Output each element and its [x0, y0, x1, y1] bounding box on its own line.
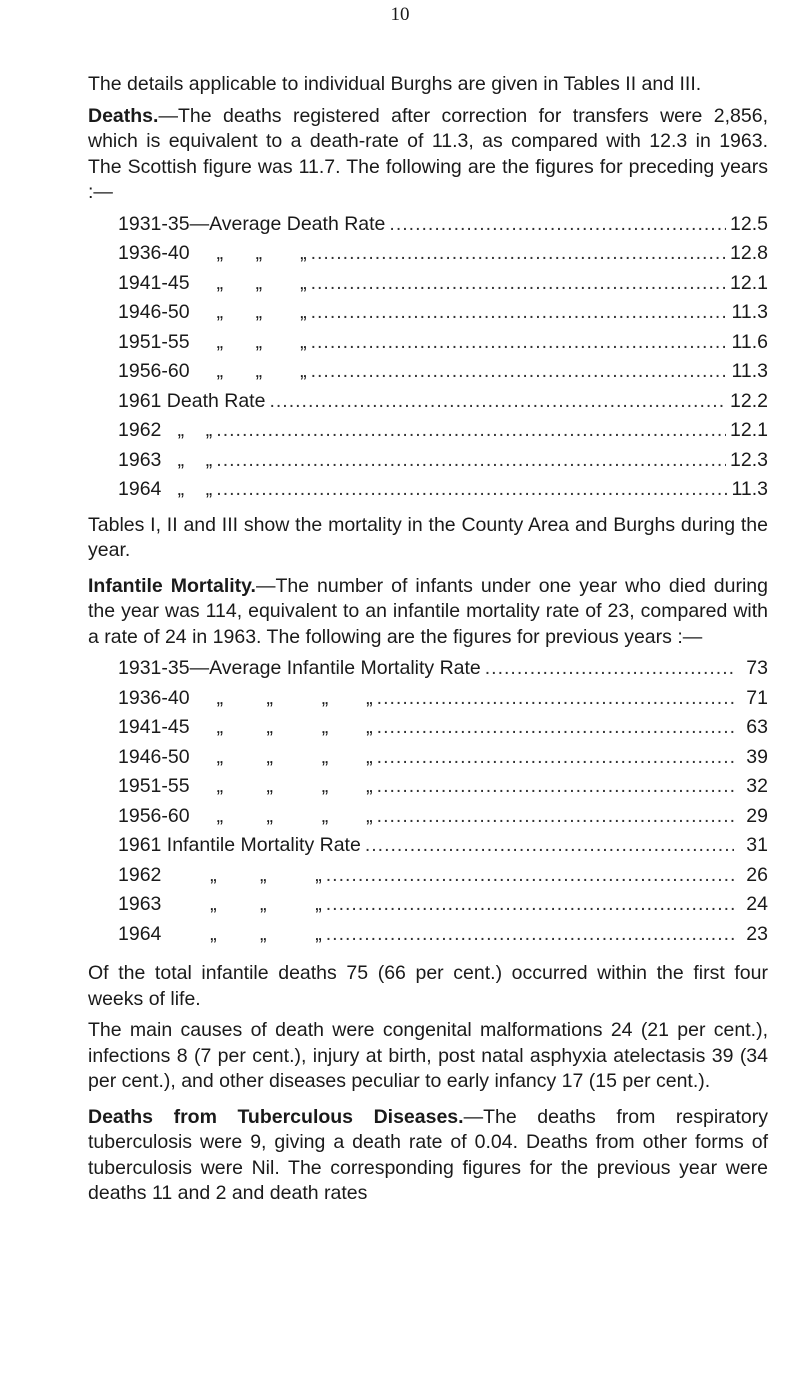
infantile-rate-row — [118, 804, 768, 834]
dot-leader — [311, 359, 728, 385]
row-label: 1936-40 „ „ „ — [118, 242, 307, 264]
infantile-text: —The number of infants under one year who died during the year was 114, equivalent to an infantile mortality rate of 23, compared with a rate of 24 in 1963. The following are the figures for previous years :— — [88, 574, 768, 648]
row-value: 12.3 — [730, 448, 768, 471]
infantile-rate-row — [118, 892, 768, 922]
infantile-rate-row — [118, 774, 768, 804]
death-rate-row — [118, 418, 768, 448]
death-rate-row — [118, 241, 768, 271]
row-value: 26 — [746, 863, 768, 886]
dot-leader — [311, 300, 728, 326]
row-label: 1956-60 „ „ „ — [118, 360, 307, 382]
row-label: 1961 Infantile Mortality Rate — [118, 834, 361, 856]
row-value: 11.3 — [731, 301, 768, 323]
row-value: 11.6 — [731, 330, 768, 353]
death-rate-row — [118, 448, 768, 478]
dot-leader — [365, 833, 734, 859]
dot-leader — [326, 863, 734, 889]
row-label: 1963 „ „ — [118, 448, 213, 471]
death-rate-row — [118, 300, 768, 330]
row-label: 1936-40 „ „ „ „ — [118, 686, 373, 709]
infantile-mortality-table — [88, 656, 768, 951]
infantile-paragraph — [88, 574, 768, 651]
row-label: 1931-35—Average Infantile Mortality Rate — [118, 657, 481, 679]
row-value: 12.1 — [730, 419, 768, 441]
dot-leader — [269, 389, 726, 415]
infantile-rate-row — [118, 833, 768, 863]
death-rate-row — [118, 477, 768, 507]
row-value: 71 — [746, 686, 768, 709]
row-value: 31 — [746, 834, 768, 856]
dot-leader — [311, 241, 726, 267]
row-label: 1963 „ „ „ — [118, 893, 322, 915]
row-value: 11.3 — [731, 478, 768, 500]
row-label: 1951-55 „ „ „ „ — [118, 775, 373, 797]
page-number: 10 — [390, 4, 410, 25]
dot-leader — [389, 212, 726, 238]
row-value: 12.2 — [730, 389, 768, 412]
dot-leader — [326, 892, 734, 918]
row-label: 1964 „ „ — [118, 478, 213, 500]
row-value: 32 — [746, 775, 768, 797]
tuberculous-paragraph — [88, 1105, 768, 1207]
row-value: 12.5 — [730, 212, 768, 235]
row-value: 29 — [746, 804, 768, 827]
death-rate-row — [118, 359, 768, 389]
infantile-neonatal-paragraph: Of the total infantile deaths 75 (66 per cent.) occurred within the first four weeks of life. — [88, 962, 768, 1010]
infantile-rate-row — [118, 656, 768, 686]
death-rate-table — [88, 212, 768, 507]
death-rate-row — [118, 330, 768, 360]
row-value: 11.3 — [731, 360, 768, 382]
deaths-text: —The deaths registered after correction for transfers were 2,856, which is equivalent to a death-rate of 11.3, as compared with 12.3 in 1963. The Scottish figure was 11.7. The following are the figures for preceding years :— — [88, 104, 768, 203]
dot-leader — [311, 271, 726, 297]
dot-leader — [326, 922, 734, 948]
death-rate-row — [118, 389, 768, 419]
intro-paragraph: The details applicable to individual Burghs are given in Tables II and III. — [88, 73, 702, 95]
row-label: 1946-50 „ „ „ „ — [118, 745, 373, 768]
infantile-rate-row — [118, 686, 768, 716]
row-label: 1956-60 „ „ „ „ — [118, 804, 373, 827]
row-value: 63 — [746, 716, 768, 738]
dot-leader — [377, 686, 734, 712]
row-label: 1941-45 „ „ „ „ — [118, 716, 373, 738]
dot-leader — [311, 330, 728, 356]
row-value: 73 — [746, 657, 768, 679]
dot-leader — [216, 477, 727, 503]
death-rate-row — [118, 212, 768, 242]
infantile-rate-row — [118, 745, 768, 775]
infantile-rate-row — [118, 715, 768, 745]
dot-leader — [377, 774, 734, 800]
row-label: 1964 „ „ „ — [118, 922, 322, 945]
death-rate-row — [118, 271, 768, 301]
row-value: 23 — [746, 922, 768, 945]
row-label: 1962 „ „ — [118, 419, 213, 441]
infantile-causes-paragraph: The main causes of death were congenital malformations 24 (21 per cent.), infections 8 (7 per cent.), injury at birth, post natal asphyxia atelectasis 39 (34 per cent.), and other diseases peculiar to early infancy 17 (15 per cent.). — [88, 1019, 768, 1092]
row-label: 1931-35—Average Death Rate — [118, 212, 386, 235]
infantile-heading: Infantile Mortality. — [88, 574, 256, 597]
infantile-rate-row — [118, 922, 768, 952]
row-label: 1962 „ „ „ — [118, 863, 322, 886]
infantile-rate-row — [118, 863, 768, 893]
dot-leader — [485, 656, 734, 682]
row-value: 12.1 — [730, 271, 768, 294]
tuberculous-text: —The deaths from respiratory tuberculosis were 9, giving a death rate of 0.04. Deaths from other forms of tuberculosis were Nil. The corresponding figures for the previous year were deaths 11 and 2 and death rates — [88, 1105, 768, 1204]
row-label: 1951-55 „ „ „ — [118, 330, 307, 353]
row-label: 1946-50 „ „ „ — [118, 301, 307, 323]
dot-leader — [377, 804, 734, 830]
tuberculous-heading: Deaths from Tuberculous Diseases. — [88, 1105, 464, 1128]
row-label: 1941-45 „ „ „ — [118, 271, 307, 294]
dot-leader — [377, 745, 734, 771]
deaths-heading: Deaths. — [88, 104, 159, 127]
row-label: 1961 Death Rate — [118, 389, 266, 412]
row-value: 12.8 — [730, 242, 768, 264]
dot-leader — [216, 448, 726, 474]
dot-leader — [216, 418, 726, 444]
deaths-closing-paragraph: Tables I, II and III show the mortality in the County Area and Burghs during the year. — [88, 513, 768, 561]
row-value: 24 — [746, 893, 768, 915]
dot-leader — [377, 715, 734, 741]
deaths-paragraph — [88, 104, 768, 206]
row-value: 39 — [746, 745, 768, 768]
document-body — [88, 72, 768, 1213]
